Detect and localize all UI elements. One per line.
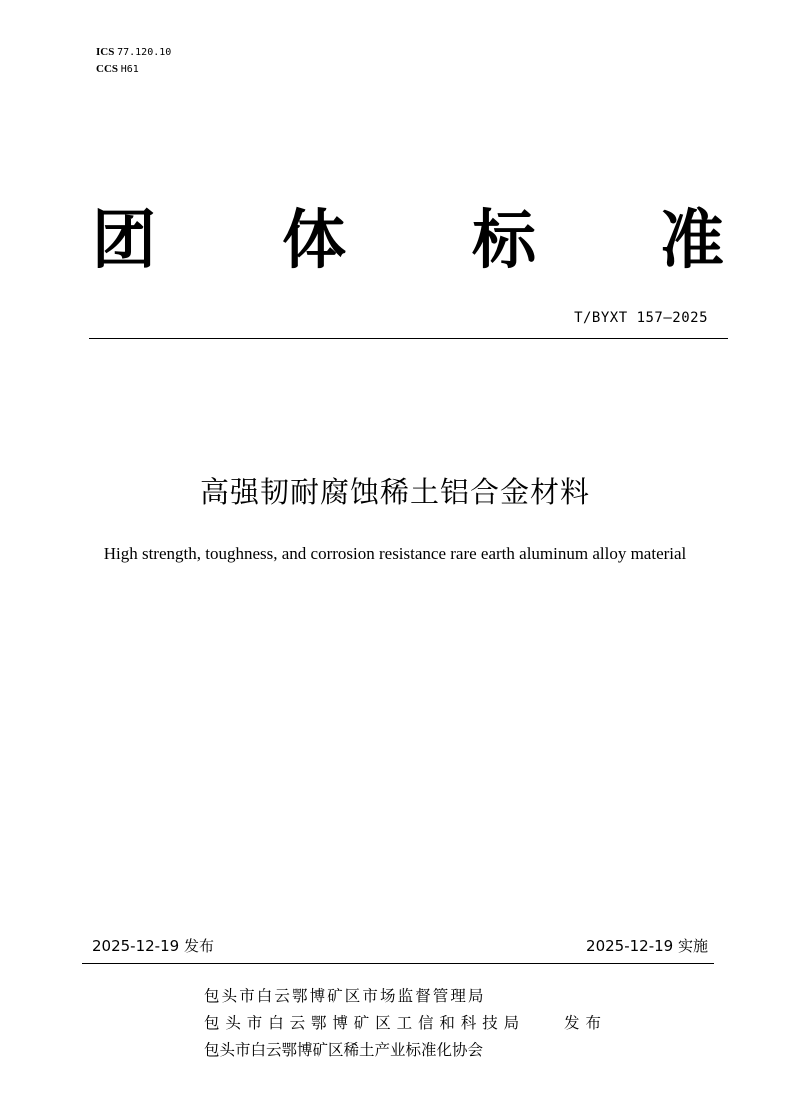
title-char-3: 标 — [472, 204, 536, 278]
release-label: 发布 — [564, 1014, 608, 1032]
issuer-3: 包头市白云鄂博矿区稀土产业标准化协会 — [204, 1041, 484, 1059]
document-title-cn: 高强韧耐腐蚀稀土铝合金材料 — [199, 475, 590, 509]
standard-number: T/BYXT 157—2025 — [574, 310, 708, 326]
standard-type-title — [92, 196, 724, 286]
ics-code: ICS 77.120.10 — [96, 46, 172, 58]
header-divider — [89, 338, 728, 339]
classification-codes — [96, 44, 171, 78]
issuing-bodies — [204, 983, 525, 1064]
implement-date: 2025-12-19 实施 — [586, 937, 708, 955]
title-char-1: 团 — [92, 204, 156, 278]
issuer-2: 包头市白云鄂博矿区工信和科技局 — [204, 1014, 526, 1032]
issuer-1: 包头市白云鄂博矿区市场监督管理局 — [204, 987, 486, 1005]
document-title-en: High strength, toughness, and corrosion resistance rare earth aluminum alloy material — [103, 544, 687, 563]
footer-divider — [82, 963, 714, 964]
ccs-code: CCS H61 — [96, 63, 139, 75]
title-char-2: 体 — [282, 204, 346, 278]
publish-date: 2025-12-19 发布 — [92, 937, 214, 955]
title-char-4: 准 — [660, 204, 724, 278]
